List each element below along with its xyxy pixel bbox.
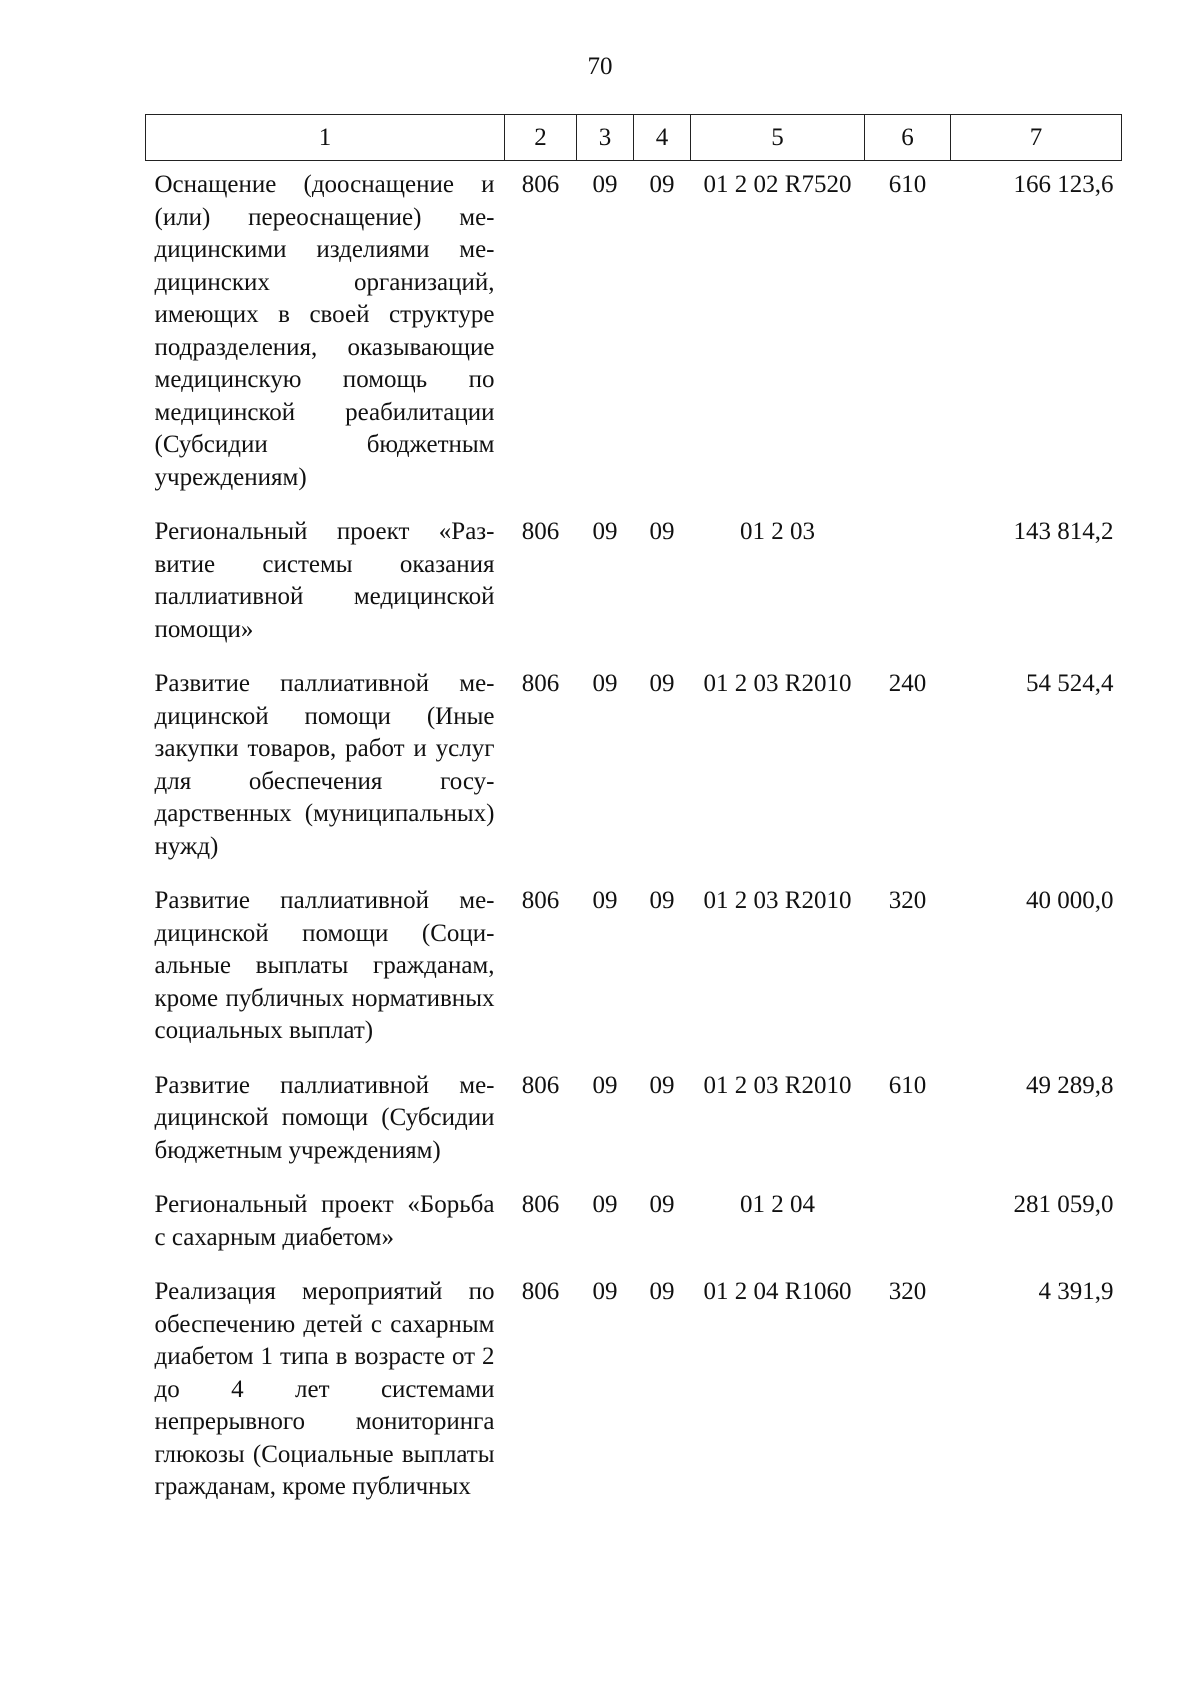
row-amount: 40 000,0	[1026, 887, 1114, 914]
table-row	[146, 508, 1122, 660]
row-subsection-code: 09	[649, 1191, 675, 1218]
row-description: Развитие паллиативной медицинской помощи (Социальные выплаты гражданам, кроме публичных нормативных социальных выплат)	[154, 887, 495, 1044]
row-expense-type	[865, 1181, 951, 1268]
table-row	[146, 1181, 1122, 1268]
row-target-code: 01 2 04	[740, 1191, 815, 1218]
row-description: Развитие паллиативной медицинской помощи (Иные закупки товаров, работ и услуг для обеспечения государственных (муниципальных) нужд)	[154, 670, 495, 860]
row-target-code: 01 2 03 R2010	[703, 887, 852, 914]
row-subsection-code: 09	[649, 1278, 675, 1305]
column-header-1: 1	[146, 115, 505, 161]
row-ministry-code: 806	[521, 1071, 560, 1099]
row-target-code: 01 2 03	[740, 518, 815, 545]
column-header-7: 7	[951, 115, 1122, 161]
row-amount: 54 524,4	[1026, 670, 1114, 697]
row-section-code: 09	[592, 1191, 618, 1218]
row-expense-type: 320	[888, 1278, 927, 1305]
column-header-6: 6	[865, 115, 951, 161]
page-number: 70	[587, 53, 613, 80]
row-subsection-code: 09	[649, 887, 675, 914]
row-ministry-code: 806	[521, 887, 560, 914]
table-header-row	[146, 115, 1122, 161]
row-section-code: 09	[592, 1278, 618, 1305]
row-amount: 281 059,0	[1013, 1191, 1114, 1218]
table-row	[146, 1268, 1122, 1504]
row-description: Реализация мероприятий по обеспечению детей с сахарным диабетом 1 типа в возрасте от 2 до 4 лет системами непрерывного мониторинга глюкозы (Социальные выплаты гражданам, кроме публичных	[154, 1278, 495, 1500]
column-header-5: 5	[691, 115, 865, 161]
row-description: Оснащение (дооснащение и (или) переоснащение) медицинскими изделиями медицинских организаций, имеющих в своей структуре подразделения, оказывающие медицинскую помощь по медицинской реабилитации (Субсидии бюджетным учреждениям)	[154, 171, 495, 491]
row-amount: 4 391,9	[1038, 1278, 1114, 1305]
column-header-2: 2	[505, 115, 577, 161]
row-amount: 49 289,8	[1026, 1071, 1114, 1099]
row-expense-type: 320	[888, 887, 927, 914]
row-expense-type: 610	[888, 1071, 927, 1099]
column-header-3: 3	[577, 115, 634, 161]
row-target-code: 01 2 03 R2010	[703, 670, 852, 697]
row-ministry-code: 806	[521, 670, 560, 697]
row-subsection-code: 09	[649, 518, 675, 545]
column-header-4: 4	[634, 115, 691, 161]
row-target-code: 01 2 03 R2010	[703, 1071, 852, 1099]
row-target-code: 01 2 02 R7520	[703, 171, 852, 198]
table-row	[146, 161, 1122, 509]
row-expense-type	[865, 508, 951, 660]
budget-table	[145, 114, 1122, 1504]
row-description: Региональный проект «Борьба с сахарным диабетом»	[154, 1191, 495, 1251]
row-ministry-code: 806	[521, 171, 560, 198]
row-description: Развитие паллиативной медицинской помощи (Субсидии бюджетным учреждениям)	[154, 1071, 495, 1164]
row-section-code: 09	[592, 1071, 618, 1099]
row-section-code: 09	[592, 518, 618, 545]
row-section-code: 09	[592, 670, 618, 697]
table-row	[146, 1062, 1122, 1182]
row-amount: 143 814,2	[1013, 518, 1114, 545]
table-row	[146, 660, 1122, 877]
row-section-code: 09	[592, 171, 618, 198]
row-section-code: 09	[592, 887, 618, 914]
row-expense-type: 240	[888, 670, 927, 697]
row-ministry-code: 806	[521, 1278, 560, 1305]
row-description: Региональный проект «Развитие системы оказания паллиативной медицинской помощи»	[154, 518, 495, 643]
row-subsection-code: 09	[649, 670, 675, 697]
row-target-code: 01 2 04 R1060	[703, 1278, 852, 1305]
row-ministry-code: 806	[521, 518, 560, 545]
row-subsection-code: 09	[649, 171, 675, 198]
table-row	[146, 877, 1122, 1062]
row-expense-type: 610	[888, 171, 927, 198]
row-subsection-code: 09	[649, 1071, 675, 1099]
row-ministry-code: 806	[521, 1191, 560, 1218]
row-amount: 166 123,6	[1013, 171, 1114, 198]
